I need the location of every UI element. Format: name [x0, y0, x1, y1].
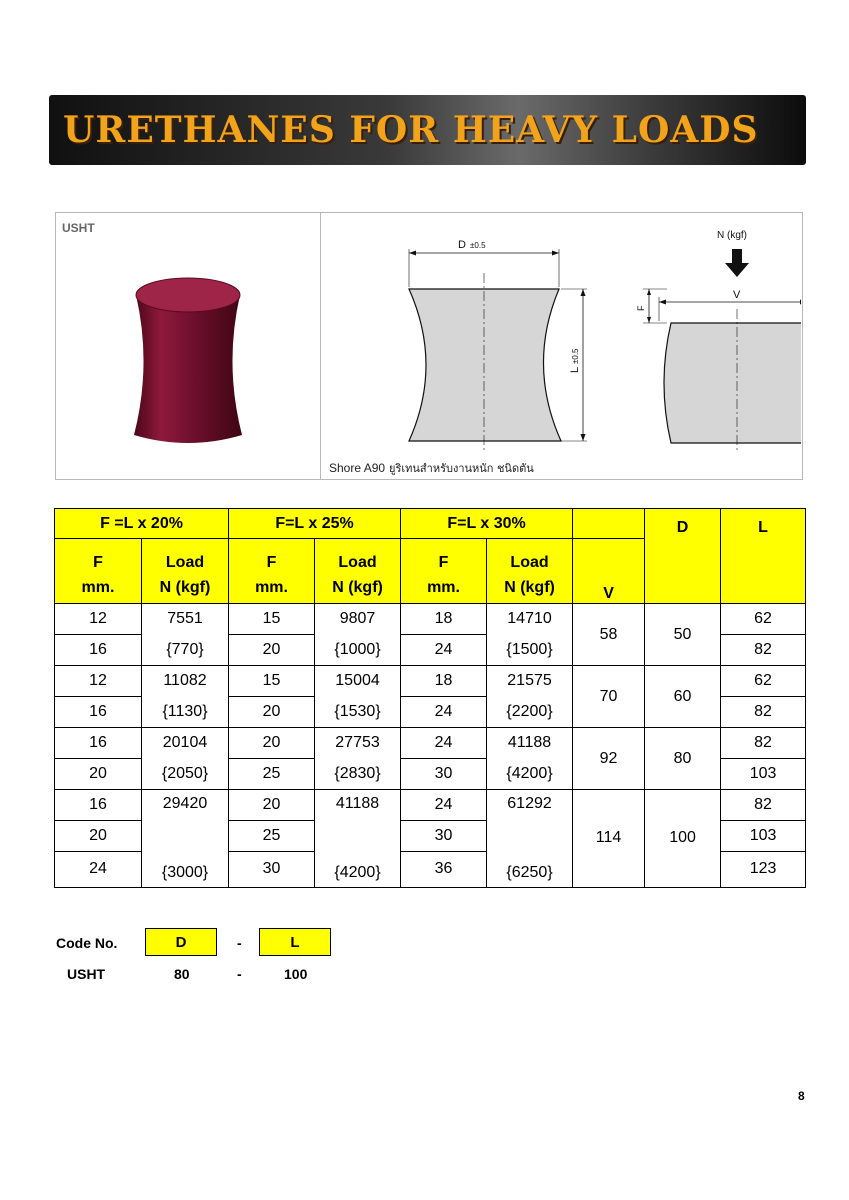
caption-thai: ยูริเทนสำหรับงานหนัก ชนิดตัน: [389, 462, 534, 475]
table-row: [55, 666, 806, 697]
code-example-model: USHT: [67, 966, 106, 982]
code-label: Code No.: [56, 935, 118, 951]
f20-cell: 24: [55, 852, 142, 888]
product-photo: [130, 275, 246, 453]
header-unit-mm: mm.: [401, 572, 487, 604]
group-header-30: F=L x 30%: [401, 509, 573, 539]
load20-cell: 20104: [142, 728, 229, 759]
load30-kgf-cell: {6250}: [487, 852, 573, 888]
load20-cell: 11082: [142, 666, 229, 697]
load30-kgf-cell: {1500}: [487, 635, 573, 666]
load-arrow-icon: [725, 249, 749, 277]
load25-kgf-cell: {1530}: [315, 697, 401, 728]
group-header-row: [55, 509, 806, 539]
f25-cell: 25: [229, 821, 315, 852]
load25-kgf-cell: {2830}: [315, 759, 401, 790]
f25-cell: 30: [229, 852, 315, 888]
code-box-l: L: [259, 928, 331, 956]
load25-kgf-cell: {4200}: [315, 852, 401, 888]
code-dash: -: [237, 935, 242, 951]
v-cell: 58: [573, 604, 645, 666]
d-cell: 50: [645, 604, 721, 666]
code-box-d: D: [145, 928, 217, 956]
l-cell: 82: [721, 635, 806, 666]
load30-cell: 61292: [487, 790, 573, 852]
load25-cell: 9807: [315, 604, 401, 635]
title-banner: [49, 95, 806, 165]
f25-cell: 15: [229, 604, 315, 635]
l-cell: 82: [721, 697, 806, 728]
d-cell: 80: [645, 728, 721, 790]
load25-cell: 41188: [315, 790, 401, 852]
header-blank: [573, 509, 645, 539]
f20-cell: 16: [55, 635, 142, 666]
d-cell: 100: [645, 790, 721, 888]
load30-kgf-cell: {2200}: [487, 697, 573, 728]
load30-cell: 41188: [487, 728, 573, 759]
load20-kgf-cell: {770}: [142, 635, 229, 666]
v-cell: 70: [573, 666, 645, 728]
header-l: L: [721, 509, 806, 604]
f30-cell: 18: [401, 604, 487, 635]
header-v: V: [573, 539, 645, 604]
header-load: Load: [487, 539, 573, 573]
header-unit-load: N (kgf): [315, 572, 401, 604]
v-dimension-label: V: [733, 289, 741, 301]
l-cell: 82: [721, 728, 806, 759]
dimension-drawing: [321, 213, 801, 479]
header-f: F: [401, 539, 487, 573]
header-unit-load: N (kgf): [142, 572, 229, 604]
load30-cell: 14710: [487, 604, 573, 635]
group-header-20: F =L x 20%: [55, 509, 229, 539]
page-title: URETHANES FOR HEAVY LOADS: [63, 109, 759, 151]
l-cell: 62: [721, 666, 806, 697]
table-row: [55, 790, 806, 821]
l-cell: 82: [721, 790, 806, 821]
figure-caption: [329, 459, 534, 477]
load20-kgf-cell: {2050}: [142, 759, 229, 790]
table-row: [55, 604, 806, 635]
load20-kgf-cell: {1130}: [142, 697, 229, 728]
code-number-block: [54, 928, 354, 988]
l-cell: 62: [721, 604, 806, 635]
f25-cell: 20: [229, 635, 315, 666]
load20-kgf-cell: {3000}: [142, 852, 229, 888]
product-figure: [55, 212, 803, 480]
l-tolerance: ±0.5: [571, 348, 580, 364]
load25-kgf-cell: {1000}: [315, 635, 401, 666]
load20-cell: 7551: [142, 604, 229, 635]
f20-cell: 12: [55, 604, 142, 635]
f20-cell: 20: [55, 759, 142, 790]
f30-cell: 30: [401, 759, 487, 790]
f30-cell: 36: [401, 852, 487, 888]
d-dimension-label: D: [458, 239, 466, 251]
f25-cell: 20: [229, 790, 315, 821]
header-unit-mm: mm.: [229, 572, 315, 604]
header-f: F: [229, 539, 315, 573]
spec-table: [54, 508, 806, 888]
code-example-d: 80: [174, 966, 190, 982]
load25-cell: 15004: [315, 666, 401, 697]
model-label: USHT: [62, 221, 95, 235]
f25-cell: 20: [229, 728, 315, 759]
f30-cell: 24: [401, 635, 487, 666]
caption-hardness: Shore A90: [329, 461, 386, 475]
header-unit-mm: mm.: [55, 572, 142, 604]
v-cell: 92: [573, 728, 645, 790]
code-example-l: 100: [284, 966, 308, 982]
table-row: [55, 728, 806, 759]
f20-cell: 12: [55, 666, 142, 697]
f20-cell: 16: [55, 697, 142, 728]
load20-cell: 29420: [142, 790, 229, 852]
d-tolerance: ±0.5: [470, 241, 486, 250]
f25-cell: 20: [229, 697, 315, 728]
f25-cell: 25: [229, 759, 315, 790]
header-d: D: [645, 509, 721, 604]
header-f: F: [55, 539, 142, 573]
header-load: Load: [315, 539, 401, 573]
header-load: Load: [142, 539, 229, 573]
f30-cell: 18: [401, 666, 487, 697]
load-label: N (kgf): [717, 230, 747, 241]
load30-kgf-cell: {4200}: [487, 759, 573, 790]
v-cell: 114: [573, 790, 645, 888]
d-cell: 60: [645, 666, 721, 728]
code-example-dash: -: [237, 966, 242, 982]
f30-cell: 24: [401, 697, 487, 728]
l-cell: 103: [721, 821, 806, 852]
load30-cell: 21575: [487, 666, 573, 697]
group-header-25: F=L x 25%: [229, 509, 401, 539]
load25-cell: 27753: [315, 728, 401, 759]
l-dimension-label: L: [569, 366, 581, 373]
l-cell: 103: [721, 759, 806, 790]
f20-cell: 16: [55, 790, 142, 821]
page-number: 8: [798, 1089, 805, 1103]
f20-cell: 20: [55, 821, 142, 852]
f30-cell: 30: [401, 821, 487, 852]
f25-cell: 15: [229, 666, 315, 697]
f-dimension-label: F: [636, 305, 646, 311]
f30-cell: 24: [401, 728, 487, 759]
f20-cell: 16: [55, 728, 142, 759]
header-unit-load: N (kgf): [487, 572, 573, 604]
l-cell: 123: [721, 852, 806, 888]
f30-cell: 24: [401, 790, 487, 821]
